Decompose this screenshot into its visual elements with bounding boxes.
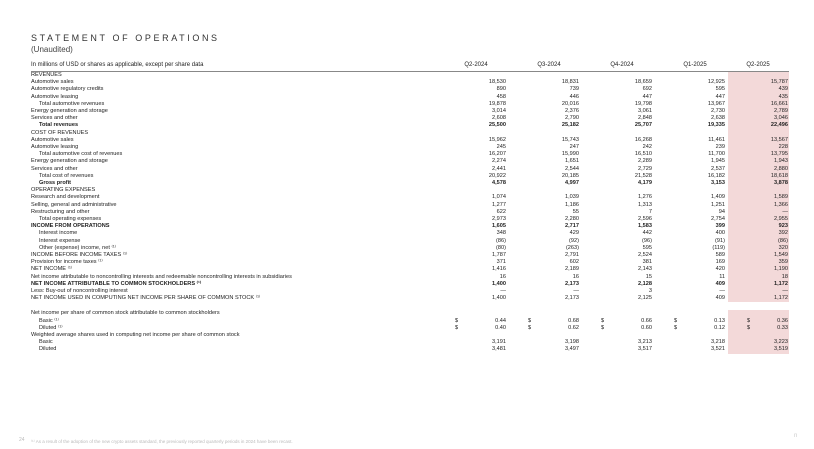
- row-label: Net income attributable to noncontrolling interests and redeemable noncontrolling interests in subsidiaries: [31, 273, 292, 280]
- value-cell: 18,618: [770, 172, 788, 179]
- table-row: [31, 238, 789, 245]
- table-row: [31, 137, 789, 144]
- row-label: Other (expense) income, net ⁽¹⁾: [39, 244, 117, 251]
- value-cell: 447: [715, 93, 725, 100]
- value-cell: 3,223: [774, 339, 788, 346]
- value-cell: 2,729: [638, 165, 652, 172]
- value-cell: (96): [642, 237, 652, 244]
- value-cell: 2,441: [492, 165, 506, 172]
- footnote: ⁽¹⁾ As a result of the adoption of the new crypto assets standard, the previously reported quarterly periods in 2024 have been recast.: [31, 439, 293, 444]
- value-cell: (86): [496, 237, 506, 244]
- value-cell: 0.44: [495, 317, 506, 324]
- row-label: Total operating expenses: [39, 216, 102, 222]
- value-cell: 1,549: [774, 252, 788, 258]
- row-label: Total automotive cost of revenues: [39, 151, 123, 158]
- row-label: Energy generation and storage: [31, 158, 108, 165]
- value-cell: 21,528: [634, 172, 652, 179]
- currency-symbol: $: [747, 324, 751, 331]
- row-label: Total automotive revenues: [39, 100, 105, 107]
- value-cell: 11,700: [708, 151, 725, 158]
- value-cell: 359: [778, 259, 788, 266]
- value-cell: 2,128: [638, 280, 652, 287]
- currency-symbol: $: [674, 324, 678, 331]
- value-cell: 1,651: [565, 158, 579, 165]
- table-row: [31, 266, 789, 273]
- row-label: Research and development: [31, 194, 100, 201]
- value-cell: 0.62: [568, 324, 579, 331]
- row-label: NET INCOME USED IN COMPUTING NET INCOME PER SHARE OF COMMON STOCK ⁽¹⁾: [31, 295, 261, 302]
- value-cell: 11,461: [708, 136, 725, 143]
- row-label: Automotive leasing: [31, 93, 79, 100]
- currency-symbol: $: [528, 317, 532, 324]
- value-cell: 602: [569, 259, 579, 266]
- value-cell: 2,289: [638, 158, 652, 165]
- table-row: [31, 209, 789, 216]
- value-cell: 399: [715, 223, 725, 230]
- value-cell: 228: [778, 144, 788, 150]
- value-cell: 595: [715, 86, 725, 93]
- row-label: NET INCOME ATTRIBUTABLE TO COMMON STOCKHOLDERS ⁽¹⁾: [31, 280, 202, 287]
- value-cell: 0.68: [568, 317, 579, 324]
- value-cell: 25,500: [488, 122, 506, 129]
- value-cell: —: [719, 288, 725, 294]
- value-cell: (86): [778, 237, 788, 244]
- table-row: [31, 173, 789, 180]
- value-cell: 13,567: [770, 136, 788, 143]
- value-cell: 2,125: [638, 295, 652, 302]
- value-cell: 2,143: [638, 266, 652, 273]
- table-row: [31, 79, 789, 86]
- value-cell: 19,798: [634, 100, 652, 107]
- value-cell: 2,717: [565, 223, 579, 230]
- value-cell: 381: [642, 259, 652, 266]
- value-cell: 18: [781, 273, 788, 280]
- value-cell: 18,530: [488, 79, 506, 86]
- value-cell: 2,638: [711, 115, 725, 122]
- value-cell: 0.13: [714, 317, 725, 324]
- value-cell: 1,400: [492, 295, 506, 302]
- table-row: [31, 310, 789, 317]
- value-cell: 3,213: [638, 339, 652, 346]
- value-cell: 18,831: [561, 79, 579, 86]
- table-row: [31, 339, 789, 346]
- value-cell: 2,955: [774, 216, 788, 222]
- value-cell: (263): [565, 244, 579, 251]
- value-cell: 1,039: [565, 194, 579, 201]
- value-cell: 12,925: [707, 79, 725, 86]
- value-cell: 2,754: [711, 216, 725, 222]
- value-cell: 3,153: [711, 180, 725, 186]
- value-cell: 3,198: [565, 339, 579, 346]
- table-row: [31, 158, 789, 165]
- value-cell: 0.66: [641, 317, 652, 324]
- value-cell: —: [782, 208, 788, 215]
- column-header: Q2-2024: [464, 62, 488, 68]
- value-cell: 3,497: [565, 346, 579, 353]
- value-cell: 19,335: [707, 122, 725, 129]
- value-cell: (92): [569, 237, 579, 244]
- value-cell: 20,185: [561, 172, 579, 179]
- highlight-cell: [728, 187, 789, 194]
- value-cell: 3,878: [774, 180, 788, 186]
- value-cell: 429: [569, 230, 579, 237]
- value-cell: 20,016: [561, 100, 579, 107]
- table-row: [31, 332, 789, 339]
- value-cell: 2,189: [565, 266, 579, 273]
- value-cell: 2,376: [565, 108, 579, 114]
- table-row: [31, 86, 789, 93]
- column-header: Q3-2024: [537, 62, 561, 68]
- value-cell: 622: [496, 208, 506, 215]
- table-row: [31, 94, 789, 101]
- value-cell: 16,182: [707, 172, 725, 179]
- value-cell: 0.12: [714, 324, 725, 331]
- row-label: INCOME BEFORE INCOME TAXES ⁽¹⁾: [31, 252, 128, 258]
- value-cell: 2,790: [565, 115, 579, 122]
- value-cell: 0.33: [777, 324, 788, 331]
- row-label: Diluted: [39, 346, 57, 353]
- row-label: Diluted ⁽¹⁾: [39, 324, 63, 331]
- table-row: [31, 72, 789, 79]
- value-cell: 458: [496, 93, 506, 100]
- value-cell: 55: [572, 208, 579, 215]
- value-cell: 16: [499, 273, 506, 280]
- value-cell: 1,186: [565, 201, 579, 208]
- value-cell: 25,707: [634, 122, 652, 129]
- currency-symbol: $: [455, 324, 459, 331]
- value-cell: 2,596: [638, 216, 652, 222]
- value-cell: 11: [719, 273, 725, 280]
- value-cell: 589: [715, 252, 725, 258]
- value-cell: 15,743: [561, 136, 579, 143]
- value-cell: 1,589: [774, 194, 788, 201]
- value-cell: 1,277: [492, 201, 506, 208]
- value-cell: 435: [778, 93, 788, 100]
- value-cell: 1,945: [711, 158, 725, 165]
- table-row: [31, 202, 789, 209]
- value-cell: 923: [778, 223, 788, 230]
- table-row: [31, 223, 789, 230]
- value-cell: 1,074: [492, 194, 506, 201]
- units-label: In millions of USD or shares as applicable, except per share data: [31, 62, 204, 68]
- table-row: [31, 325, 789, 332]
- value-cell: 1,276: [638, 194, 652, 201]
- row-label: NET INCOME ⁽¹⁾: [31, 266, 73, 273]
- value-cell: 1,366: [774, 201, 788, 208]
- value-cell: 3,521: [711, 346, 725, 353]
- value-cell: 320: [778, 244, 788, 251]
- value-cell: 3,481: [492, 346, 506, 353]
- currency-symbol: $: [528, 324, 532, 331]
- value-cell: 3,517: [638, 346, 652, 353]
- value-cell: 1,416: [492, 266, 506, 273]
- row-label: Automotive sales: [31, 136, 74, 143]
- value-cell: 1,409: [711, 194, 725, 201]
- value-cell: 2,173: [565, 280, 579, 287]
- row-label: OPERATING EXPENSES: [31, 187, 96, 194]
- table-row: [31, 274, 789, 281]
- value-cell: —: [782, 288, 788, 294]
- value-cell: 247: [569, 144, 579, 150]
- row-label: INCOME FROM OPERATIONS: [31, 223, 110, 230]
- value-cell: 3,046: [774, 115, 788, 122]
- table-row: [31, 216, 789, 223]
- value-cell: 15: [645, 273, 652, 280]
- value-cell: 2,880: [774, 165, 788, 172]
- value-cell: 15,962: [488, 136, 506, 143]
- value-cell: 245: [496, 144, 506, 150]
- value-cell: 392: [778, 230, 788, 237]
- value-cell: —: [573, 288, 579, 294]
- value-cell: 1,172: [774, 295, 788, 302]
- table-row: [31, 187, 789, 194]
- table-row: [31, 346, 789, 353]
- table-row: [31, 122, 789, 129]
- value-cell: 18,659: [634, 79, 652, 86]
- value-cell: 1,943: [774, 158, 788, 165]
- value-cell: (119): [712, 244, 725, 251]
- value-cell: 1,400: [492, 280, 506, 287]
- currency-symbol: $: [455, 317, 459, 324]
- value-cell: 16: [572, 273, 579, 280]
- row-label: Total cost of revenues: [39, 172, 94, 179]
- row-label: Energy generation and storage: [31, 108, 108, 114]
- value-cell: 1,172: [774, 280, 788, 287]
- highlight-cell: [728, 130, 789, 137]
- value-cell: 2,524: [638, 252, 652, 258]
- value-cell: (80): [496, 244, 506, 251]
- row-label: COST OF REVENUES: [31, 129, 89, 136]
- value-cell: 3,519: [774, 346, 788, 353]
- value-cell: 1,605: [492, 223, 506, 230]
- table-row: [31, 101, 789, 108]
- value-cell: 3,061: [638, 108, 652, 114]
- value-cell: 692: [642, 86, 652, 93]
- row-label: Services and other: [31, 165, 78, 172]
- row-label: Basic ⁽¹⁾: [39, 317, 59, 324]
- value-cell: 7: [648, 208, 652, 215]
- value-cell: 1,583: [638, 223, 652, 230]
- highlight-cell: [728, 72, 789, 79]
- currency-symbol: $: [601, 324, 605, 331]
- page-title: STATEMENT OF OPERATIONS: [31, 33, 220, 43]
- value-cell: 19,878: [488, 100, 506, 107]
- value-cell: 13,795: [770, 151, 788, 158]
- highlight-cell: [728, 332, 789, 339]
- value-cell: 2,608: [492, 115, 506, 122]
- value-cell: 409: [715, 280, 725, 287]
- row-label: Automotive regulatory credits: [31, 86, 104, 93]
- row-label: REVENUES: [31, 72, 62, 78]
- value-cell: 3,218: [711, 339, 725, 346]
- value-cell: 3,191: [492, 339, 506, 346]
- value-cell: 2,537: [711, 165, 725, 172]
- value-cell: 16,510: [634, 151, 652, 158]
- row-label: Restructuring and other: [31, 208, 90, 215]
- value-cell: 2,280: [565, 216, 579, 222]
- value-cell: 2,973: [492, 216, 506, 222]
- table-row: [31, 318, 789, 325]
- currency-symbol: $: [601, 317, 605, 324]
- value-cell: 16,661: [770, 100, 788, 107]
- column-header: Q1-2025: [683, 62, 707, 68]
- table-row: [31, 130, 789, 137]
- value-cell: 2,173: [565, 295, 579, 302]
- column-header: Q4-2024: [610, 62, 634, 68]
- row-label: Provision for income taxes ⁽¹⁾: [31, 259, 103, 266]
- value-cell: 16,268: [634, 136, 652, 143]
- value-cell: 1,787: [492, 252, 506, 258]
- row-label: Interest expense: [39, 237, 81, 244]
- row-label: Selling, general and administrative: [31, 201, 117, 208]
- value-cell: 3: [648, 288, 652, 294]
- table-row: [31, 230, 789, 237]
- value-cell: 890: [496, 86, 506, 93]
- value-cell: 0.36: [777, 317, 788, 324]
- value-cell: 0.40: [495, 324, 506, 331]
- value-cell: 3,014: [492, 108, 506, 114]
- row-label: Total revenues: [39, 122, 79, 129]
- value-cell: 4,578: [492, 180, 506, 186]
- corner-mark: n: [794, 433, 798, 439]
- table-row: [31, 115, 789, 122]
- value-cell: 239: [715, 144, 725, 150]
- value-cell: 442: [642, 230, 652, 237]
- row-label: Automotive sales: [31, 79, 74, 86]
- value-cell: 15,990: [561, 151, 579, 158]
- value-cell: 16,207: [488, 151, 506, 158]
- table-row: [31, 180, 789, 187]
- value-cell: 2,274: [492, 158, 506, 165]
- value-cell: 2,791: [565, 252, 579, 258]
- table-header: [31, 60, 789, 72]
- value-cell: 409: [715, 295, 725, 302]
- table-row: [31, 259, 789, 266]
- page-number: 24: [19, 437, 25, 443]
- table-row: [31, 245, 789, 252]
- row-label: Weighted average shares used in computing net income per share of common stock: [31, 332, 240, 338]
- value-cell: 420: [715, 266, 725, 273]
- table-row: [31, 108, 789, 115]
- value-cell: 371: [496, 259, 506, 266]
- value-cell: 2,848: [638, 115, 652, 122]
- value-cell: 447: [642, 93, 652, 100]
- column-header: Q2-2025: [746, 62, 770, 68]
- row-label: Automotive leasing: [31, 144, 79, 150]
- value-cell: —: [500, 288, 506, 294]
- value-cell: 739: [569, 86, 579, 93]
- value-cell: 2,789: [774, 108, 788, 114]
- value-cell: 1,251: [711, 201, 725, 208]
- row-label: Less: Buy-out of noncontrolling interest: [31, 288, 128, 294]
- row-label: Basic: [39, 339, 53, 346]
- value-cell: 439: [778, 86, 788, 93]
- value-cell: 242: [642, 144, 652, 150]
- value-cell: 2,730: [711, 108, 725, 114]
- row-label: Services and other: [31, 115, 78, 122]
- value-cell: 20,922: [488, 172, 506, 179]
- table-row: [31, 151, 789, 158]
- table-row: [31, 281, 789, 288]
- table-row: [31, 295, 789, 302]
- value-cell: 169: [715, 259, 725, 266]
- highlight-cell: [728, 310, 789, 317]
- value-cell: 25,182: [561, 122, 579, 129]
- value-cell: 22,496: [770, 122, 788, 129]
- table-row: [31, 166, 789, 173]
- value-cell: (91): [715, 237, 725, 244]
- row-label: Interest income: [39, 230, 78, 237]
- value-cell: 4,179: [638, 180, 652, 186]
- currency-symbol: $: [674, 317, 678, 324]
- value-cell: 446: [569, 93, 579, 100]
- value-cell: 94: [718, 208, 725, 215]
- value-cell: 1,190: [774, 266, 788, 273]
- page-subtitle: (Unaudited): [31, 45, 73, 54]
- row-label: Gross profit: [39, 180, 72, 186]
- value-cell: 400: [715, 230, 725, 237]
- value-cell: 0.60: [641, 324, 652, 331]
- value-cell: 1,313: [638, 201, 652, 208]
- table-row: [31, 252, 789, 259]
- value-cell: 13,967: [707, 100, 725, 107]
- value-cell: 2,544: [565, 165, 579, 172]
- table-row: [31, 194, 789, 201]
- value-cell: 348: [496, 230, 506, 237]
- row-label: Net income per share of common stock attributable to common stockholders: [31, 310, 220, 317]
- table-row: [31, 144, 789, 151]
- value-cell: 595: [642, 244, 652, 251]
- value-cell: 15,787: [770, 79, 788, 86]
- value-cell: 4,997: [565, 180, 579, 186]
- currency-symbol: $: [747, 317, 751, 324]
